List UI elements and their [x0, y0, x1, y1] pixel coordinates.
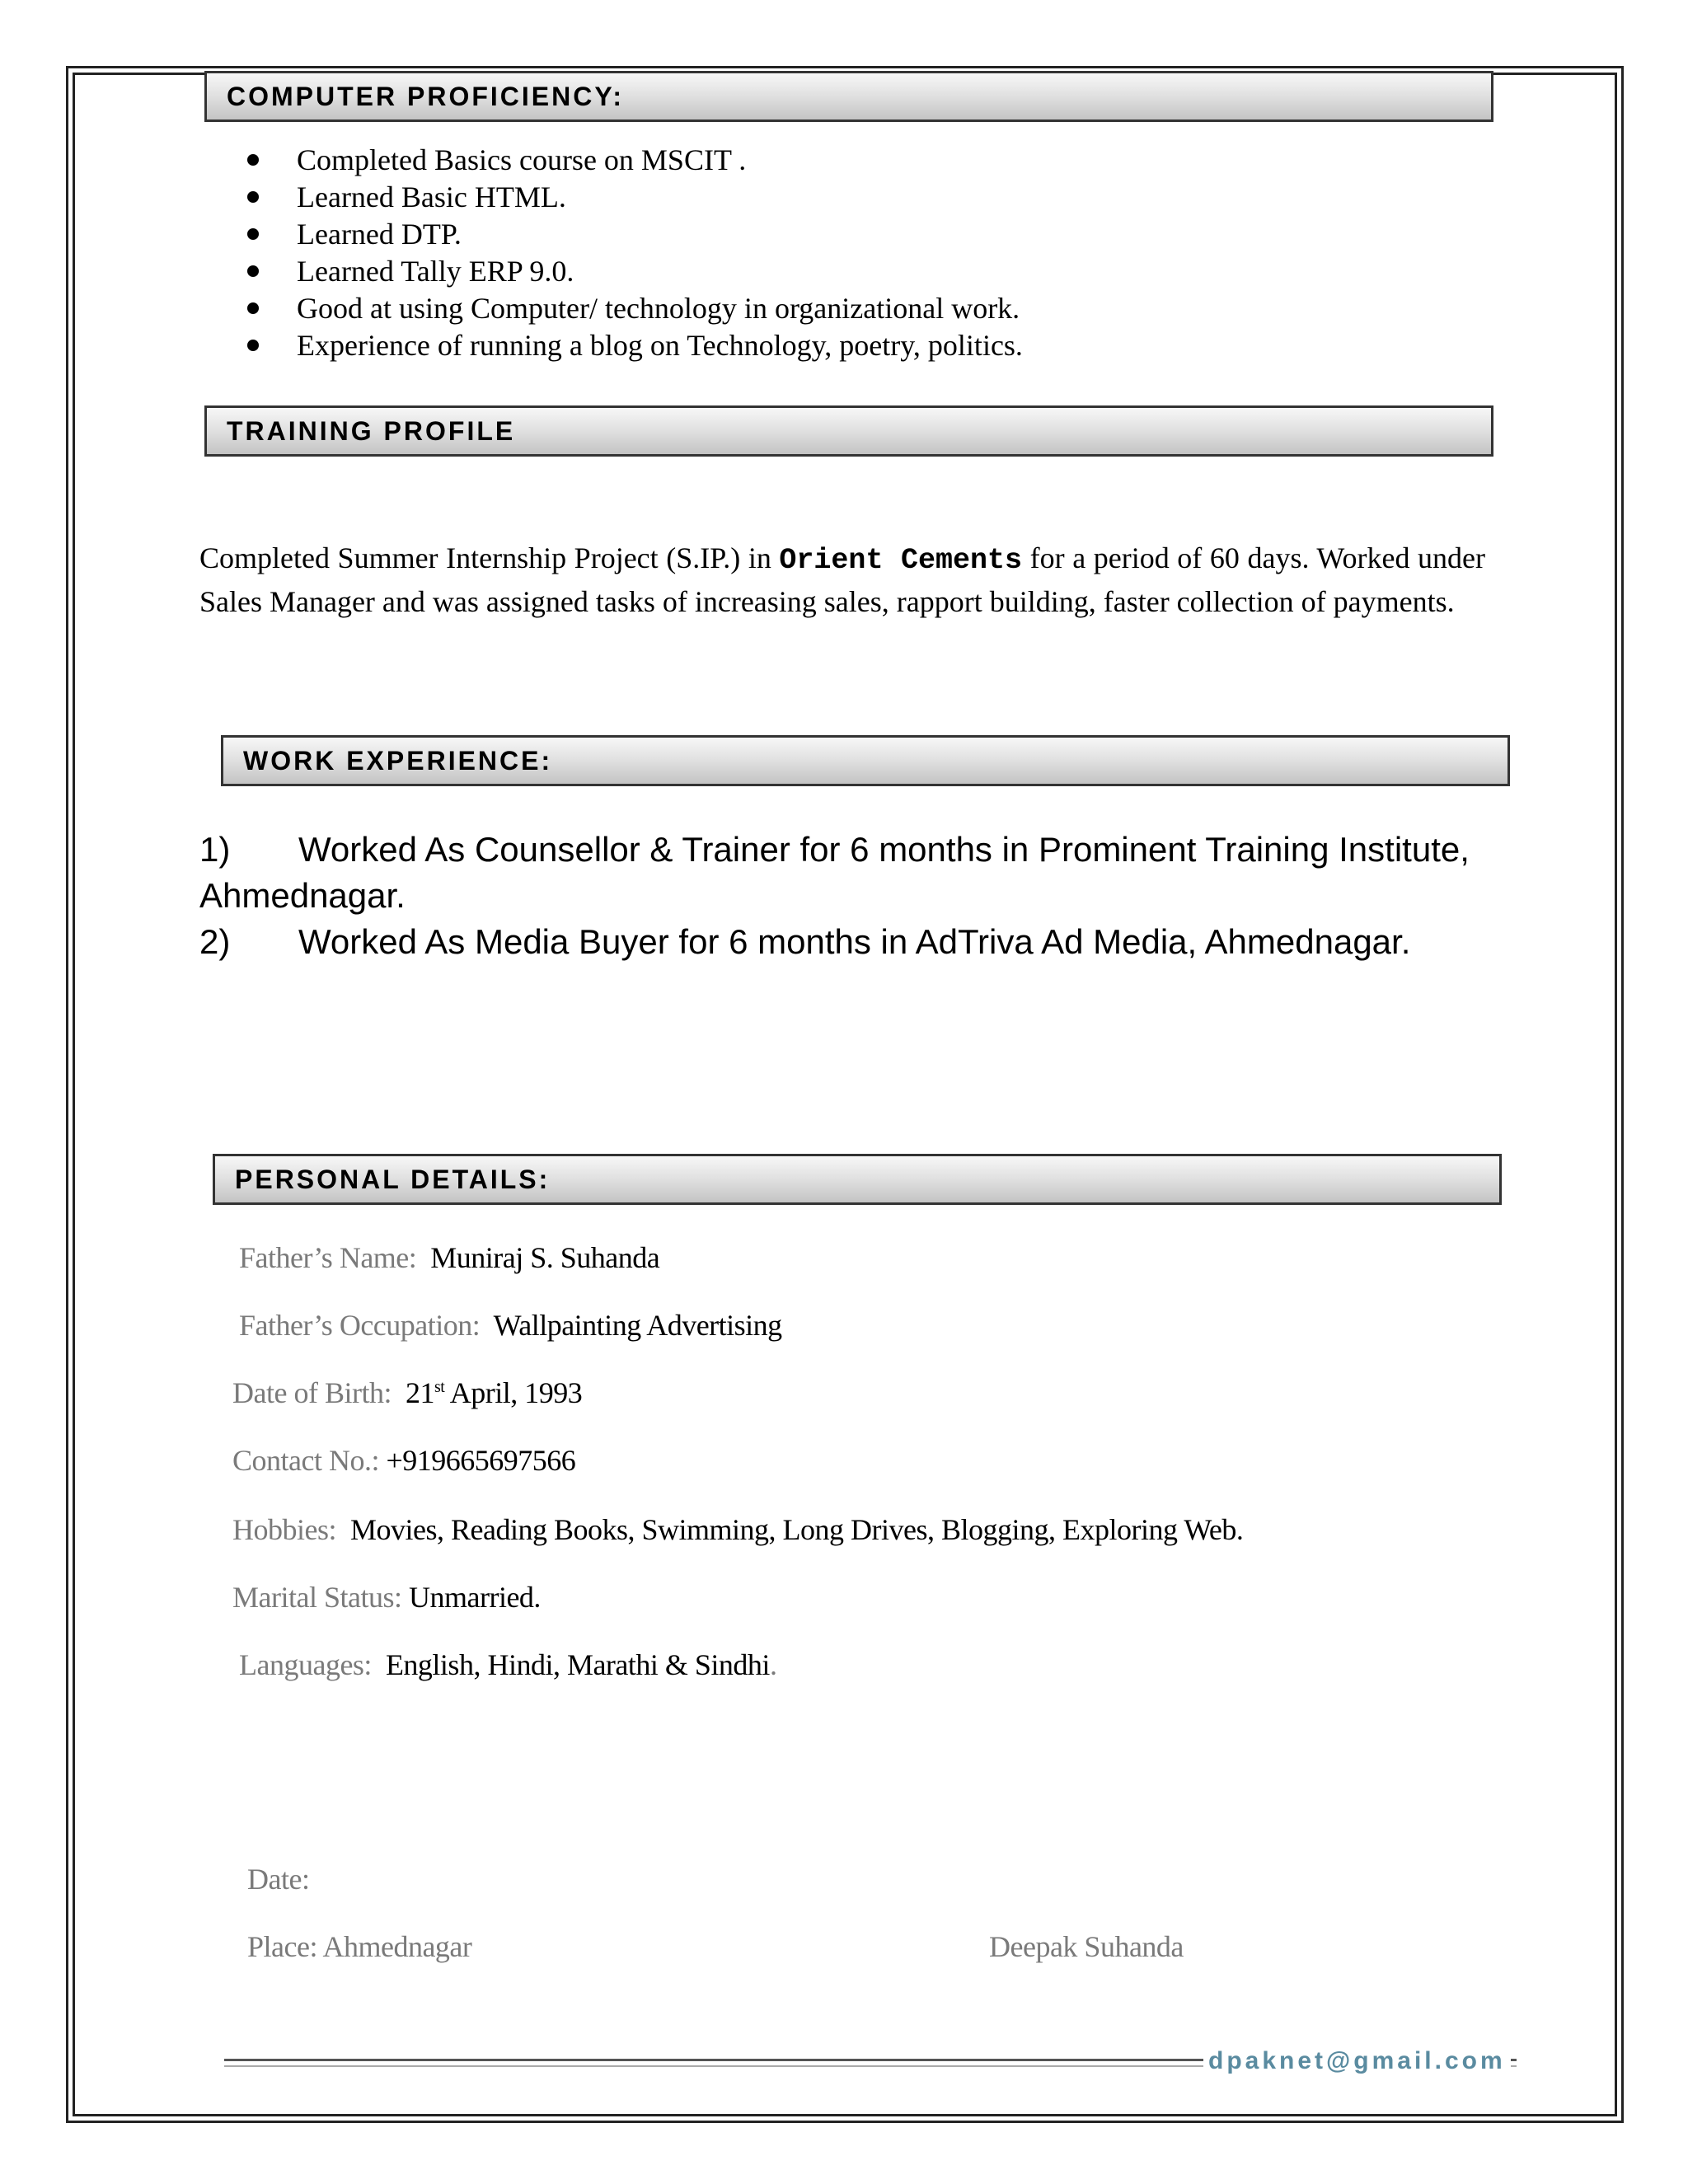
- page-border-inner: [73, 73, 1617, 2116]
- languages-row: Languages: English, Hindi, Marathi & Sindhi.: [239, 1648, 777, 1681]
- fathers-occupation-row: Father’s Occupation: Wallpainting Advertising: [239, 1309, 782, 1342]
- marital-status-row: Marital Status: Unmarried.: [232, 1581, 541, 1614]
- bullet-icon: [247, 191, 259, 203]
- contact-row: Contact No.: +919665697566: [232, 1444, 576, 1477]
- hobbies-row: Hobbies: Movies, Reading Books, Swimming, Long Drives, Blogging, Exploring Web.: [232, 1513, 1244, 1546]
- bullet-icon: [247, 265, 259, 277]
- personal-details-header: PERSONAL DETAILS:: [213, 1154, 1502, 1205]
- bullet-icon: [247, 340, 259, 351]
- date-label: Date:: [247, 1863, 310, 1896]
- bullet-icon: [247, 154, 259, 166]
- work-experience-list: [199, 827, 1559, 965]
- computer-proficiency-list: [247, 142, 1023, 364]
- company-name: Orient Cements: [779, 544, 1023, 577]
- place-label: Place: Ahmednagar: [247, 1930, 472, 1963]
- list-item: Good at using Computer/ technology in organizational work.: [247, 290, 1023, 327]
- date-of-birth-row: Date of Birth: 21st April, 1993: [232, 1376, 583, 1409]
- training-profile-text: Completed Summer Internship Project (S.IP.) in Orient Cements for a period of 60 days. Worked under Sales Manager and was assigned tasks of increasing sales, rapport building, faster collection of payments.: [199, 541, 1485, 618]
- fathers-name-row: Father’s Name: Muniraj S. Suhanda: [239, 1241, 660, 1274]
- bullet-icon: [247, 302, 259, 314]
- list-item: Learned Basic HTML.: [247, 179, 1023, 216]
- list-item: Completed Basics course on MSCIT .: [247, 142, 1023, 179]
- bullet-icon: [247, 228, 259, 240]
- training-profile-header: TRAINING PROFILE: [204, 405, 1493, 457]
- list-item: Learned Tally ERP 9.0.: [247, 253, 1023, 290]
- email-address: dpaknet@gmail.com: [1203, 2047, 1511, 2075]
- list-item: Learned DTP.: [247, 216, 1023, 253]
- work-experience-header: WORK EXPERIENCE:: [221, 735, 1510, 786]
- computer-proficiency-header: COMPUTER PROFICIENCY:: [204, 71, 1493, 122]
- list-item: Experience of running a blog on Technology, poetry, politics.: [247, 327, 1023, 364]
- signature-name: Deepak Suhanda: [989, 1930, 1184, 1963]
- list-item: 2) Worked As Media Buyer for 6 months in AdTriva Ad Media, Ahmednagar.: [199, 922, 1411, 961]
- list-item: 1) Worked As Counsellor & Trainer for 6 months in Prominent Training Institute, Ahmednagar.: [199, 830, 1470, 915]
